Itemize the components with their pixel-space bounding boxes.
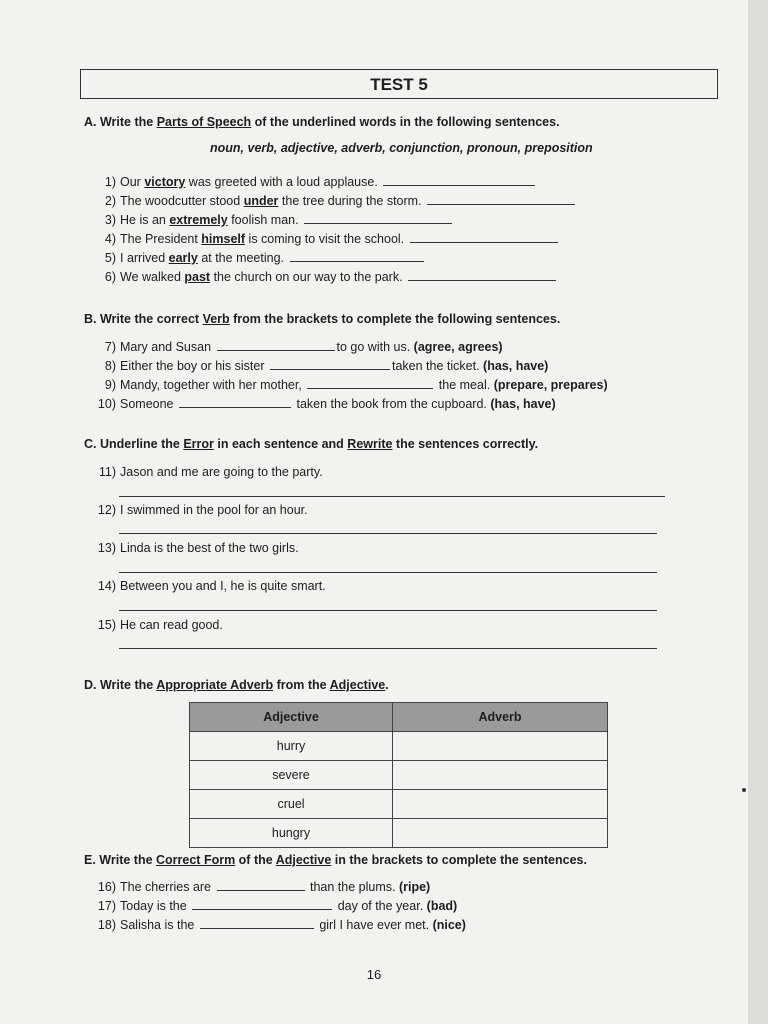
column-header-adjective: Adjective: [190, 703, 393, 732]
section-c-heading: C. Underline the Error in each sentence and Rewrite the sentences correctly.: [84, 437, 539, 451]
answer-blank[interactable]: [270, 358, 390, 370]
adjective-cell: hurry: [190, 732, 393, 761]
test-title: TEST 5: [80, 69, 718, 99]
answer-blank[interactable]: [427, 193, 575, 205]
question-1: 1) Our victory was greeted with a loud applause.: [86, 173, 537, 191]
question-6: 6) We walked past the church on our way to the park.: [86, 268, 558, 286]
question-5: 5) I arrived early at the meeting.: [86, 249, 426, 267]
adverb-answer-cell[interactable]: [393, 790, 608, 819]
answer-blank[interactable]: [217, 339, 335, 351]
adjective-cell: hungry: [190, 819, 393, 848]
answer-blank[interactable]: [383, 174, 535, 186]
answer-blank[interactable]: [192, 898, 332, 910]
question-11: 11) Jason and me are going to the party.: [98, 465, 323, 479]
rewrite-line[interactable]: [119, 610, 657, 611]
adjective-cell: cruel: [190, 790, 393, 819]
section-a-heading: A. Write the Parts of Speech of the underlined words in the following sentences.: [84, 115, 560, 129]
table-row: [190, 761, 608, 790]
page-number: 16: [366, 967, 382, 982]
table-header-row: [190, 703, 608, 732]
answer-blank[interactable]: [217, 879, 305, 891]
adverb-answer-cell[interactable]: [393, 761, 608, 790]
question-9: 9) Mandy, together with her mother, the meal. (prepare, prepares): [104, 378, 608, 392]
question-4: 4) The President himself is coming to visit the school.: [86, 230, 560, 248]
question-13: 13) Linda is the best of the two girls.: [97, 541, 299, 555]
question-10: 10) Someone taken the book from the cupboard. (has, have): [97, 397, 556, 411]
section-d-heading: D. Write the Appropriate Adverb from the Adjective.: [84, 678, 389, 692]
table-row: [190, 790, 608, 819]
question-18: 18) Salisha is the girl I have ever met. (nice): [97, 918, 466, 932]
table-row: [190, 732, 608, 761]
question-2: 2) The woodcutter stood under the tree during the storm.: [86, 192, 577, 210]
rewrite-line[interactable]: [119, 496, 665, 497]
question-12: 12) I swimmed in the pool for an hour.: [97, 503, 308, 517]
question-15: 15) He can read good.: [97, 618, 223, 632]
adverb-answer-cell[interactable]: [393, 819, 608, 848]
rewrite-line[interactable]: [119, 648, 657, 649]
question-16: 16) The cherries are than the plums. (ripe): [97, 880, 431, 894]
answer-blank[interactable]: [304, 212, 452, 224]
answer-blank[interactable]: [179, 396, 291, 408]
column-header-adverb: Adverb: [393, 703, 608, 732]
rewrite-line[interactable]: [119, 572, 657, 573]
section-e-heading: E. Write the Correct Form of the Adjective in the brackets to complete the sentences.: [84, 853, 587, 867]
adjective-adverb-table: [189, 702, 608, 848]
answer-blank[interactable]: [307, 377, 433, 389]
question-14: 14) Between you and I, he is quite smart.: [97, 579, 326, 593]
question-3: 3) He is an extremely foolish man.: [86, 211, 454, 229]
table-row: [190, 819, 608, 848]
answer-blank[interactable]: [200, 917, 314, 929]
question-17: 17) Today is the day of the year. (bad): [97, 899, 458, 913]
adjective-cell: severe: [190, 761, 393, 790]
parts-of-speech-options: noun, verb, adjective, adverb, conjunction, pronoun, preposition: [210, 141, 593, 155]
section-b-heading: B. Write the correct Verb from the brackets to complete the following sentences.: [84, 312, 561, 326]
answer-blank[interactable]: [410, 231, 558, 243]
ink-dot: [742, 788, 746, 792]
answer-blank[interactable]: [408, 269, 556, 281]
question-8: 8) Either the boy or his sister taken the ticket. (has, have): [104, 359, 549, 373]
answer-blank[interactable]: [290, 250, 424, 262]
adverb-answer-cell[interactable]: [393, 732, 608, 761]
page-edge: [748, 0, 768, 1024]
rewrite-line[interactable]: [119, 533, 657, 534]
question-7: 7) Mary and Susan to go with us. (agree, agrees): [104, 340, 503, 354]
